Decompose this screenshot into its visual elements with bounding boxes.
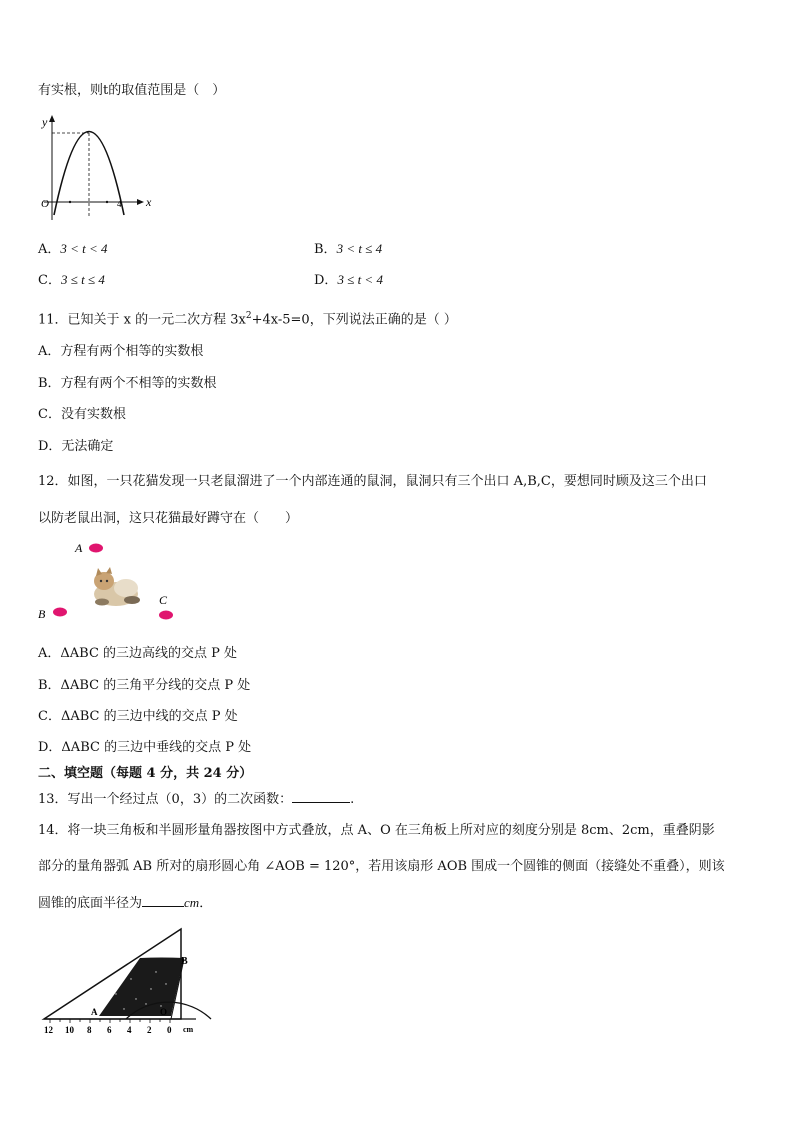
q11-option-a: A．方程有两个相等的实数根: [38, 344, 204, 359]
q10-stem: 有实根，则t的取值范围是（ ）: [38, 83, 226, 98]
q14-line3: 圆锥的底面半径为 cm．: [38, 895, 213, 911]
q12-label-c: C: [159, 593, 168, 607]
q14-ruler-8: 8: [87, 1025, 92, 1035]
q14-label-o: O: [160, 1007, 168, 1017]
q14-ruler-0: 0: [167, 1025, 172, 1035]
q14-line2: 部分的量角器弧 AB 所对的扇形圆心角 ∠AOB = 120°，若用该扇形 AOB 围成一个圆锥的侧面（接缝处不重叠），则该: [38, 859, 725, 874]
q14-ruler-10: 10: [65, 1025, 74, 1035]
q14-ruler-4: 4: [127, 1025, 132, 1035]
q10-option-b: B．3 < t ≤ 4: [314, 241, 383, 257]
q13-answer-blank: [292, 790, 350, 803]
q10-option-c: C．3 ≤ t ≤ 4: [38, 272, 105, 288]
q14-ruler-6: 6: [107, 1025, 112, 1035]
q12-stem-line2: 以防老鼠出洞，这只花猫最好蹲守在（ ）: [38, 511, 299, 526]
hole-c-dot: [159, 611, 173, 620]
hole-a-dot: [89, 544, 103, 553]
section-title-fill-blank: 二、填空题（每题 4 分，共 24 分）: [38, 766, 253, 781]
hole-b-dot: [53, 608, 67, 617]
cat-image: [94, 567, 140, 606]
q10-tick-label: 4: [117, 199, 122, 209]
q14-answer-blank: [142, 894, 184, 907]
q14-label-a: A: [91, 1007, 98, 1017]
q10-x-label: x: [146, 195, 152, 209]
q14-shaded-sector: [99, 958, 184, 1017]
q14-ruler-unit: cm: [183, 1025, 194, 1034]
q10-parabola-graph: [32, 112, 157, 224]
q14-ruler-2: 2: [147, 1025, 152, 1035]
q12-label-a: A: [75, 541, 83, 555]
q12-option-a: A．ΔABC 的三边高线的交点 P 处: [38, 646, 238, 661]
q12-option-b: B．ΔABC 的三角平分线的交点 P 处: [38, 678, 251, 693]
q14-figure: [36, 924, 216, 1036]
q14-ruler-12: 12: [44, 1025, 53, 1035]
q12-figure: [32, 536, 192, 628]
q13-text: 13．写出一个经过点（0，3）的二次函数： .: [38, 792, 355, 807]
q11-stem: 11．已知关于 x 的一元二次方程 $3x^2+4x-5=0$，下列说法正确的是（ ）: [38, 311, 457, 328]
q10-origin-label: O: [41, 198, 49, 210]
q14-line1: 14．将一块三角板和半圆形量角器按图中方式叠放，点 A、O 在三角板上所对应的刻度分别是 8cm、2cm，重叠阴影: [38, 823, 715, 838]
q12-option-d: D．ΔABC 的三边中垂线的交点 P 处: [38, 740, 252, 755]
q14-label-b: B: [181, 956, 188, 967]
q12-stem-line1: 12．如图，一只花猫发现一只老鼠溜进了一个内部连通的鼠洞，鼠洞只有三个出口 A,B,C，要想同时顾及这三个出口: [38, 474, 707, 489]
q12-option-c: C．ΔABC 的三边中线的交点 P 处: [38, 709, 238, 724]
q10-option-a: A．3 < t < 4: [38, 241, 108, 257]
q11-option-c: C．没有实数根: [38, 407, 126, 422]
q11-option-b: B．方程有两个不相等的实数根: [38, 376, 217, 391]
q10-option-d: D．3 ≤ t < 4: [314, 272, 383, 288]
q10-y-label: y: [42, 115, 48, 129]
q12-label-b: B: [38, 607, 46, 621]
q11-option-d: D．无法确定: [38, 439, 114, 454]
